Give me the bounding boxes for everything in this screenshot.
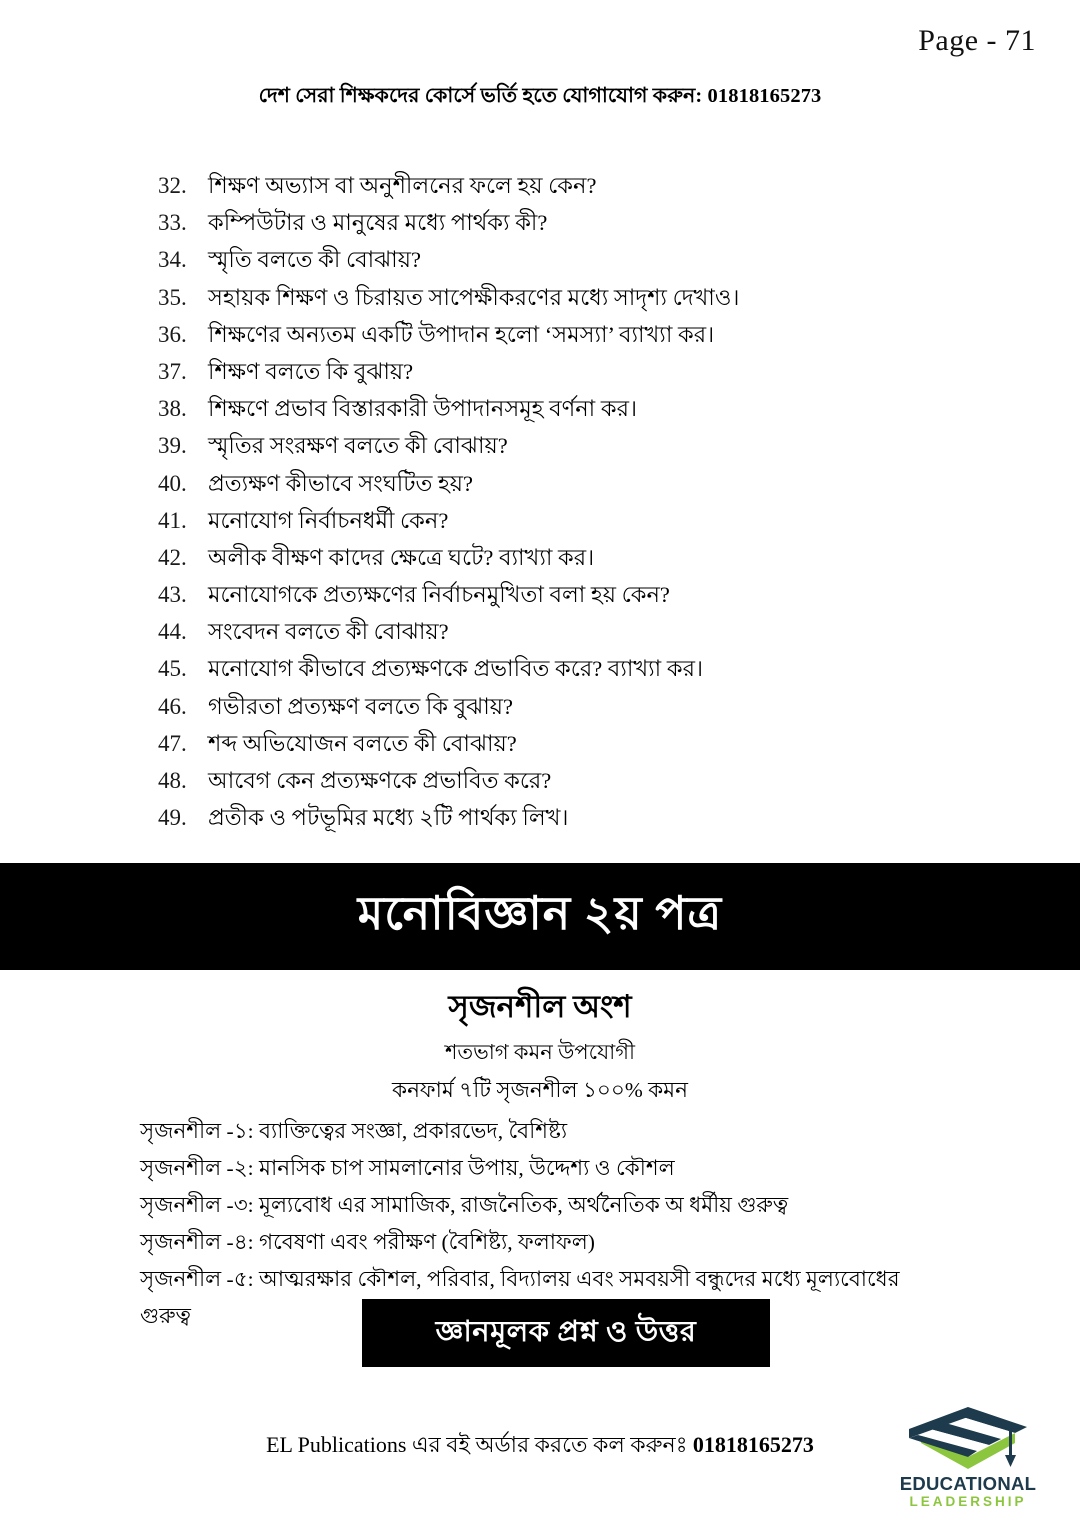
creative-section-subtitle-2: কনফার্ম ৭টি সৃজনশীল ১০০% কমন bbox=[392, 1078, 688, 1102]
question-number: 46. bbox=[158, 693, 187, 719]
question-text: প্রতীক ও পটভূমির মধ্যে ২টি পার্থক্য লিখ। bbox=[208, 805, 569, 831]
question-row bbox=[150, 280, 1030, 317]
question-number: 47. bbox=[158, 730, 187, 756]
question-text: শিক্ষণে প্রভাব বিস্তারকারী উপাদানসমূহ বর্ণনা কর। bbox=[208, 396, 637, 422]
question-text: মনোযোগকে প্রত্যক্ষণের নির্বাচনমুখিতা বলা হয় কেন? bbox=[208, 582, 670, 608]
footer-phone-number: 01818165273 bbox=[692, 1432, 814, 1457]
question-row bbox=[150, 800, 1030, 837]
question-row bbox=[150, 391, 1030, 428]
question-number: 35. bbox=[158, 284, 187, 310]
question-text: স্মৃতি বলতে কী বোঝায়? bbox=[208, 247, 421, 273]
logo-title: EDUCATIONAL bbox=[899, 1473, 1037, 1494]
question-text: স্মৃতির সংরক্ষণ বলতে কী বোঝায়? bbox=[208, 433, 508, 459]
question-text: গভীরতা প্রত্যক্ষণ বলতে কি বুঝায়? bbox=[208, 693, 513, 719]
subject-banner bbox=[0, 863, 1080, 970]
question-row bbox=[150, 242, 1030, 279]
creative-section-subtitle-1: শতভাগ কমন উপযোগী bbox=[444, 1040, 636, 1064]
contact-banner: দেশ সেরা শিক্ষকদের কোর্সে ভর্তি হতে যোগাযোগ করুন: 01818165273 bbox=[258, 85, 822, 107]
question-row bbox=[150, 428, 1030, 465]
question-number: 36. bbox=[158, 321, 187, 347]
creative-item: সৃজনশীল -৫: আত্মরক্ষার কৌশল, পরিবার, বিদ্যালয় এবং সমবয়সী বন্ধুদের মধ্যে মূল্যবোধের গুরুত্ব bbox=[140, 1267, 900, 1328]
knowledge-question-box bbox=[362, 1299, 770, 1367]
question-number: 32. bbox=[158, 173, 187, 198]
brand-logo bbox=[883, 1405, 1053, 1523]
question-text: মনোযোগ নির্বাচনধর্মী কেন? bbox=[208, 507, 449, 533]
question-text: প্রত্যক্ষণ কীভাবে সংঘটিত হয়? bbox=[208, 470, 474, 496]
question-list bbox=[150, 168, 1030, 837]
page-number: Page - 71 bbox=[918, 24, 1036, 57]
creative-section-heading: সৃজনশীল অংশ bbox=[448, 989, 632, 1024]
question-text: শিক্ষণ অভ্যাস বা অনুশীলনের ফলে হয় কেন? bbox=[208, 173, 597, 198]
question-text: মনোযোগ কীভাবে প্রত্যক্ষণকে প্রভাবিত করে? ব্যাখ্যা কর। bbox=[208, 656, 703, 682]
footer-order-text: EL Publications এর বই অর্ডার করতে কল করুনঃ bbox=[266, 1432, 693, 1457]
question-number: 45. bbox=[158, 656, 187, 682]
question-number: 37. bbox=[158, 358, 187, 384]
question-text: শব্দ অভিযোজন বলতে কী বোঝায়? bbox=[208, 730, 517, 756]
question-row bbox=[150, 317, 1030, 354]
question-row bbox=[150, 726, 1030, 763]
graduation-cap-icon bbox=[909, 1405, 1027, 1471]
question-row bbox=[150, 540, 1030, 577]
question-row bbox=[150, 763, 1030, 800]
question-number: 43. bbox=[158, 582, 187, 608]
creative-item: সৃজনশীল -২: মানসিক চাপ সামলানোর উপায়, উদ্দেশ্য ও কৌশল bbox=[140, 1156, 675, 1180]
knowledge-question-box-title: জ্ঞানমূলক প্রশ্ন ও উত্তর bbox=[435, 1315, 697, 1348]
question-text: সংবেদন বলতে কী বোঝায়? bbox=[208, 619, 449, 645]
question-number: 38. bbox=[158, 396, 187, 422]
question-row bbox=[150, 354, 1030, 391]
question-row bbox=[150, 651, 1030, 688]
question-text: আবেগ কেন প্রত্যক্ষণকে প্রভাবিত করে? bbox=[208, 768, 552, 793]
question-text: অলীক বীক্ষণ কাদের ক্ষেত্রে ঘটে? ব্যাখ্যা কর। bbox=[208, 544, 595, 570]
question-number: 33. bbox=[158, 210, 187, 236]
question-row bbox=[150, 577, 1030, 614]
question-number: 39. bbox=[158, 433, 187, 459]
question-text: শিক্ষণ বলতে কি বুঝায়? bbox=[208, 358, 414, 384]
question-number: 42. bbox=[158, 544, 187, 570]
question-number: 49. bbox=[158, 805, 187, 831]
question-number: 40. bbox=[158, 470, 187, 496]
logo-subtitle: LEADERSHIP bbox=[909, 1494, 1027, 1510]
question-row bbox=[150, 614, 1030, 651]
question-row bbox=[150, 205, 1030, 242]
question-number: 48. bbox=[158, 768, 187, 793]
subject-banner-title: মনোবিজ্ঞান ২য় পত্র bbox=[357, 887, 723, 939]
question-number: 34. bbox=[158, 247, 187, 273]
question-number: 41. bbox=[158, 507, 187, 533]
question-number: 44. bbox=[158, 619, 187, 645]
creative-item: সৃজনশীল -১: ব্যাক্তিত্বের সংজ্ঞা, প্রকারভেদ, বৈশিষ্ট্য bbox=[140, 1119, 568, 1143]
creative-item: সৃজনশীল -৩: মূল্যবোধ এর সামাজিক, রাজনৈতিক, অর্থনৈতিক অ ধর্মীয় গুরুত্ব bbox=[140, 1193, 789, 1217]
creative-item: সৃজনশীল -৪: গবেষণা এবং পরীক্ষণ (বৈশিষ্ট্য, ফলাফল) bbox=[140, 1230, 595, 1254]
question-row bbox=[150, 466, 1030, 503]
question-text: শিক্ষণের অন্যতম একটি উপাদান হলো ‘সমস্যা’ ব্যাখ্যা কর। bbox=[208, 321, 715, 347]
question-text: কম্পিউটার ও মানুষের মধ্যে পার্থক্য কী? bbox=[208, 210, 548, 236]
question-text: সহায়ক শিক্ষণ ও চিরায়ত সাপেক্ষীকরণের মধ্যে সাদৃশ্য দেখাও। bbox=[208, 284, 740, 310]
question-row bbox=[150, 168, 1030, 205]
question-row bbox=[150, 503, 1030, 540]
question-row bbox=[150, 689, 1030, 726]
